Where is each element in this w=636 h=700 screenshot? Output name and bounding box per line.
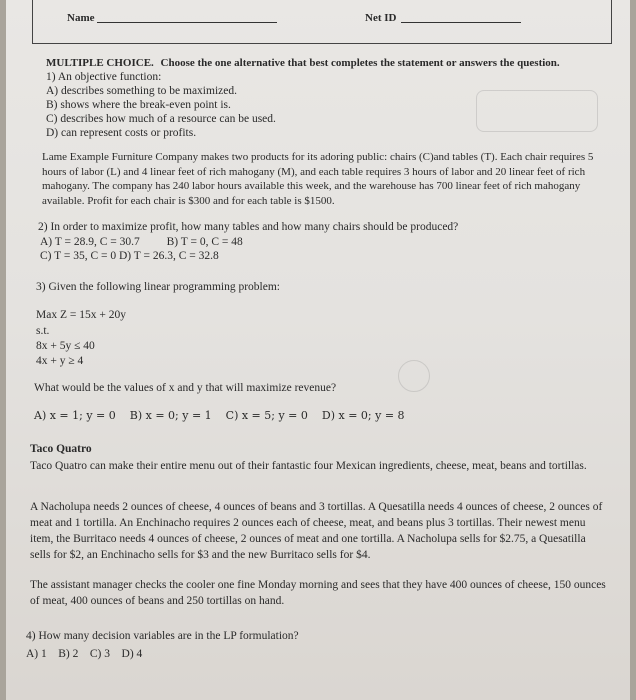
section-title: MULTIPLE CHOICE. [46, 57, 154, 69]
q3-constraint-2: 4x + y ≥ 4 [36, 355, 84, 367]
section-heading [46, 56, 560, 70]
worksheet-page [6, 0, 630, 700]
q2-choices-ab [40, 235, 243, 249]
name-underline [97, 22, 277, 23]
q2-choice-a: A) T = 28.9, C = 30.7 [40, 236, 140, 248]
q1-choice-a: A) describes something to be maximized. [46, 85, 237, 97]
netid-label: Net ID [365, 12, 397, 24]
q2-choice-b: B) T = 0, C = 48 [166, 236, 243, 248]
bleed-through-mark [476, 90, 598, 132]
q4-stem: 4) How many decision variables are in the LP formulation? [26, 630, 299, 642]
q1-choice-d: D) can represent costs or profits. [46, 127, 197, 139]
taco-inventory-paragraph: The assistant manager checks the cooler one fine Monday morning and sees that they have 400 ounces of cheese, 150 ounces of meat, 400 ounces of beans and 250 tortillas on hand. [30, 579, 606, 607]
name-label: Name [67, 12, 95, 24]
q2-stem: 2) In order to maximize profit, how many tables and how many chairs should be produced? [38, 221, 459, 233]
q1-stem: 1) An objective function: [46, 71, 162, 83]
netid-underline [401, 22, 521, 23]
taco-intro: Taco Quatro can make their entire menu out of their fantastic four Mexican ingredients, cheese, meat, beans and tortillas. [30, 460, 587, 472]
q3-constraint-1: 8x + 5y ≤ 40 [36, 340, 95, 352]
lame-example-paragraph: Lame Example Furniture Company makes two products for its adoring public: chairs (C)and tables (T). Each chair requires 5 hours of labor (L) and 4 linear feet of rich mahogany (M), and each table requires 3 hours of labor and 20 linear feet of rich mahogany. The company has 240 labor hours available this week, and the warehouse has 700 linear feet of rich mahogany available. Profit for each chair is $300 and for each table is $1500. [42, 151, 594, 207]
q3-question: What would be the values of x and y that will maximize revenue? [34, 382, 337, 394]
q3-objective: Max Z = 15x + 20y [36, 309, 126, 321]
header-box [32, 0, 612, 44]
q2-choices-cd: C) T = 35, C = 0 D) T = 26.3, C = 32.8 [40, 250, 219, 262]
q3-stem: 3) Given the following linear programming problem: [36, 281, 280, 293]
taco-title: Taco Quatro [30, 443, 92, 455]
q3-subject-to: s.t. [36, 325, 50, 337]
taco-recipes-paragraph: A Nacholupa needs 2 ounces of cheese, 4 ounces of beans and 3 tortillas. A Quesatilla needs 4 ounces of cheese, 2 ounces of meat and 1 tortilla. An Enchinacho requires 2 ounces each of cheese, meat, and beans plus 3 tortillas. Their newest menu item, the Burritaco needs 4 ounces of cheese, 2 ounces of meat and one tortilla. A Nacholupa sells for $2.75, a Quesatilla sells for $2, an Enchinacho sells for $3 and the new Burritaco sells for $4. [30, 501, 603, 561]
q4-choices: A) 1 B) 2 C) 3 D) 4 [26, 648, 143, 660]
q1-choice-b: B) shows where the break-even point is. [46, 99, 231, 111]
bleed-through-mark [398, 360, 430, 392]
section-instruction: Choose the one alternative that best completes the statement or answers the question. [160, 57, 560, 69]
q1-choice-c: C) describes how much of a resource can be used. [46, 113, 276, 125]
q3-choices: A) x = 1; y = 0 B) x = 0; y = 1 C) x = 5; y = 0 D) x = 0; y = 8 [34, 409, 405, 422]
